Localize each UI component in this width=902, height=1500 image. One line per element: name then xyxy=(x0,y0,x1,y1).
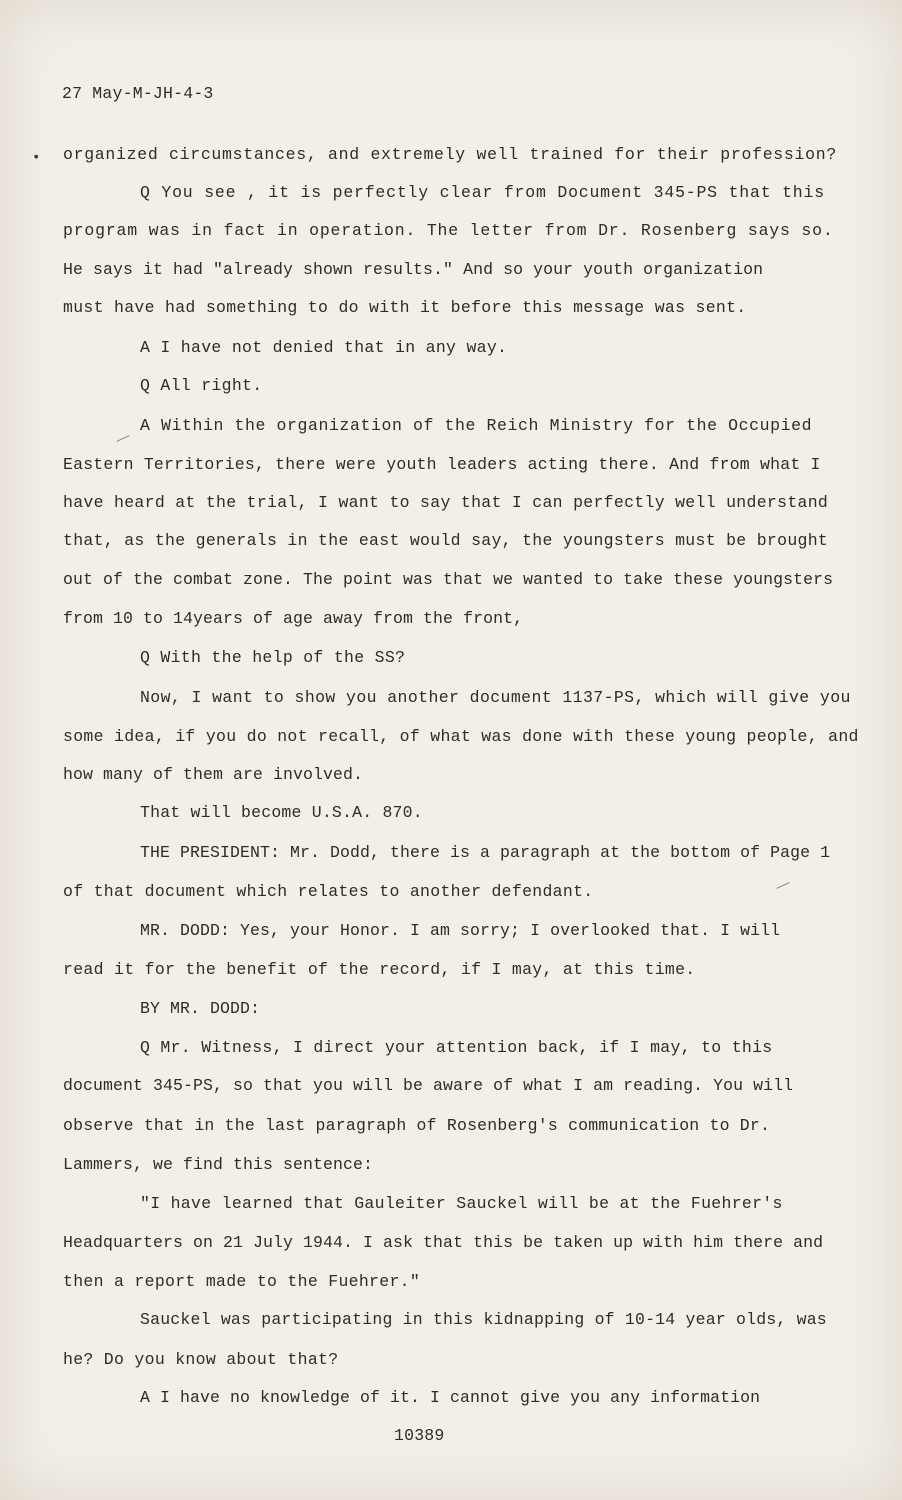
text-line: Q Mr. Witness, I direct your attention back, if I may, to this xyxy=(140,1038,773,1057)
text-line: how many of them are involved. xyxy=(63,765,364,784)
page-header: 27 May-M-JH-4-3 xyxy=(62,84,214,103)
text-line: read it for the benefit of the record, if I may, at this time. xyxy=(63,960,696,979)
pencil-mark xyxy=(116,435,129,442)
text-line: out of the combat zone. The point was that we wanted to take these youngsters xyxy=(63,570,834,589)
text-line: Now, I want to show you another document 1137-PS, which will give you xyxy=(140,688,851,707)
text-line: of that document which relates to another defendant. xyxy=(63,882,594,901)
text-line: He says it had "already shown results." And so your youth organization xyxy=(63,260,764,279)
text-line: THE PRESIDENT: Mr. Dodd, there is a paragraph at the bottom of Page 1 xyxy=(140,843,831,862)
text-line: document 345-PS, so that you will be aware of what I am reading. You will xyxy=(63,1076,794,1095)
text-line: program was in fact in operation. The letter from Dr. Rosenberg says so. xyxy=(63,221,834,240)
text-line: organized circumstances, and extremely well trained for their profession? xyxy=(63,145,837,164)
text-line: Sauckel was participating in this kidnapping of 10-14 year olds, was xyxy=(140,1310,827,1329)
text-line: Lammers, we find this sentence: xyxy=(63,1155,374,1174)
text-line: some idea, if you do not recall, of what was done with these young people, and xyxy=(63,727,859,746)
text-line: then a report made to the Fuehrer." xyxy=(63,1272,421,1291)
text-line: Headquarters on 21 July 1944. I ask that this be taken up with him there and xyxy=(63,1233,824,1252)
text-line: "I have learned that Gauleiter Sauckel will be at the Fuehrer's xyxy=(140,1194,783,1213)
text-line: Q All right. xyxy=(140,376,263,395)
page-number: 10389 xyxy=(394,1426,445,1445)
text-line: Eastern Territories, there were youth leaders acting there. And from what I xyxy=(63,455,821,474)
text-line: that, as the generals in the east would say, the youngsters must be brought xyxy=(63,531,829,550)
text-line: from 10 to 14years of age away from the front, xyxy=(63,609,524,628)
text-line: Q You see , it is perfectly clear from Document 345-PS that this xyxy=(140,183,825,202)
text-line: A I have not denied that in any way. xyxy=(140,338,508,357)
text-line: have heard at the trial, I want to say that I can perfectly well understand xyxy=(63,493,829,512)
text-line: That will become U.S.A. 870. xyxy=(140,803,423,822)
text-line: BY MR. DODD: xyxy=(140,999,261,1018)
pencil-mark xyxy=(776,882,789,889)
text-line: A I have no knowledge of it. I cannot give you any information xyxy=(140,1388,761,1407)
text-line: he? Do you know about that? xyxy=(63,1350,339,1369)
text-line: A Within the organization of the Reich Ministry for the Occupied xyxy=(140,416,813,435)
stray-mark: • xyxy=(32,150,41,166)
text-line: observe that in the last paragraph of Rosenberg's communication to Dr. xyxy=(63,1116,771,1135)
text-line: must have had something to do with it before this message was sent. xyxy=(63,298,747,317)
text-line: Q With the help of the SS? xyxy=(140,648,406,667)
text-line: MR. DODD: Yes, your Honor. I am sorry; I overlooked that. I will xyxy=(140,921,781,940)
